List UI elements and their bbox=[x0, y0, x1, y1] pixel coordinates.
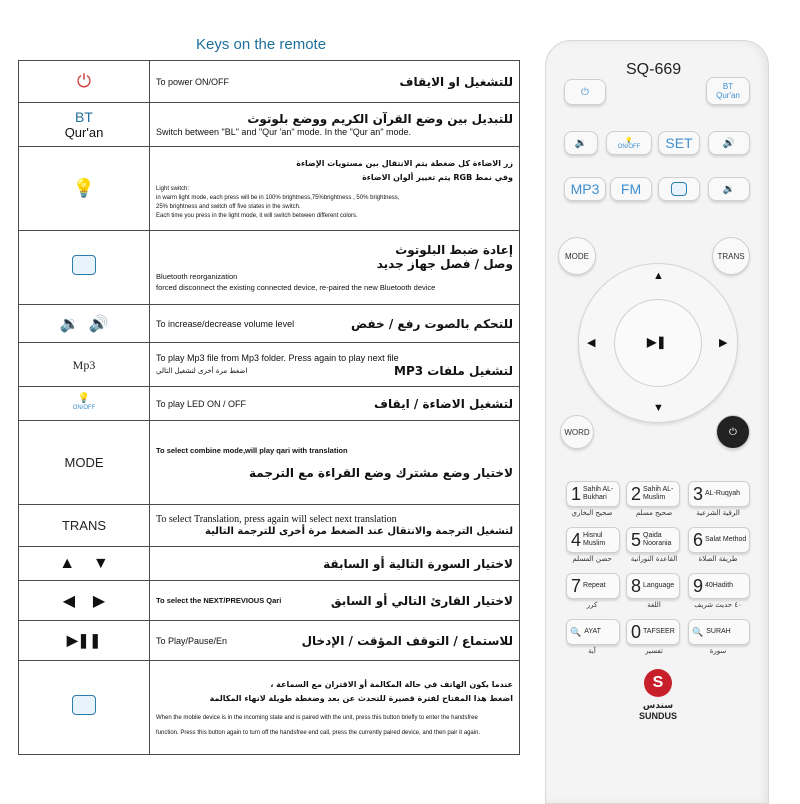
remote-control bbox=[545, 40, 769, 804]
led-desc-ar: لتشغيل الاضاءة / ايقاف bbox=[374, 396, 513, 411]
mp3-desc-en: To play Mp3 file from Mp3 folder. Press again to play next file bbox=[156, 352, 399, 363]
mode-label: MODE bbox=[64, 454, 104, 470]
phone-desc-en-2: function. Press this button again to turn off the handsfree end call, press the currently paired device, and then pair it again. bbox=[156, 729, 481, 736]
light-bulb-icon: 💡 bbox=[625, 137, 633, 144]
led-desc-en: To play LED ON / OFF bbox=[156, 398, 247, 409]
search-icon: 🔍 bbox=[570, 626, 582, 637]
brand-name: سندس SUNDUS bbox=[638, 701, 677, 721]
set-button[interactable]: SET bbox=[658, 131, 700, 155]
trans-button[interactable]: TRANS bbox=[712, 237, 750, 275]
reset-desc-ar-1: إعادة ضبط البلوتوث bbox=[395, 242, 513, 257]
bt-label: BT bbox=[75, 109, 93, 125]
volume-down-button[interactable] bbox=[708, 177, 750, 201]
mode-desc-en: To select combine mode,will play qari with translation bbox=[156, 446, 348, 455]
volume-down-icon: 🔉 bbox=[722, 183, 736, 195]
table-row bbox=[19, 305, 520, 343]
power-round-button[interactable] bbox=[716, 415, 750, 449]
key-1-button[interactable]: 1 Sahih AL-Bukhari bbox=[566, 481, 620, 507]
mp3-desc-ar-small: اضغط مرة أخرى لتشغيل التالي bbox=[156, 366, 248, 375]
key-8-button[interactable]: 8 Language bbox=[626, 573, 680, 599]
arrow-left-icon[interactable]: ◀ bbox=[587, 337, 596, 349]
power-icon: ⏻ bbox=[76, 71, 92, 91]
key-6-button[interactable]: 6 Salat Method bbox=[688, 527, 750, 553]
trans-desc-ar: لتشغيل الترجمة والانتقال عند الضغط مرة أخرى للترجمة التالية bbox=[205, 526, 513, 537]
table-row bbox=[19, 547, 520, 581]
volume-up-button[interactable] bbox=[708, 131, 750, 155]
bluetooth-reset-icon bbox=[72, 255, 96, 275]
light-desc-ar-1: زر الاضاءة كل ضغطة يتم الانتقال بين مستويات الإضاءة bbox=[296, 158, 513, 168]
key-5-arabic: القاعدة النورانية bbox=[630, 555, 678, 563]
trans-label: TRANS bbox=[61, 517, 107, 533]
key-9-button[interactable]: 9 40Hadith bbox=[688, 573, 750, 599]
surah-button[interactable]: 🔍 SURAH bbox=[688, 619, 750, 645]
table-row bbox=[19, 581, 520, 621]
key-1-arabic: صحيح البخاري bbox=[571, 509, 613, 517]
mp3-desc-ar: لتشغيل ملفات MP3 bbox=[394, 363, 513, 378]
dpad[interactable] bbox=[578, 263, 738, 423]
phone-desc-en-1: When the mobile device is in the incoming state and is paired with the unit, press this button briefly to enter the handsfree bbox=[156, 714, 478, 721]
mp3-label: Mp3 bbox=[72, 357, 96, 372]
tafseer-arabic: تفسير bbox=[645, 647, 663, 655]
page-title: Keys on the remote bbox=[196, 36, 327, 53]
model-label: SQ-669 bbox=[626, 61, 682, 78]
word-button[interactable]: WORD bbox=[560, 415, 594, 449]
surah-arabic: سورة bbox=[709, 647, 727, 655]
table-row bbox=[19, 343, 520, 387]
tafseer-button[interactable]: 0 TAFSEER bbox=[626, 619, 680, 645]
key-6-arabic: طريقة الصلاة bbox=[698, 555, 738, 563]
power-desc-en: To power ON/OFF bbox=[156, 76, 230, 87]
phone-button[interactable] bbox=[658, 177, 700, 201]
table-row bbox=[19, 621, 520, 661]
table-row bbox=[19, 661, 520, 755]
key-2-button[interactable]: 2 Sahih AL-Muslim bbox=[626, 481, 680, 507]
mode-desc-ar: لاختيار وضع مشترك وضع القراءة مع الترجمة bbox=[249, 466, 513, 480]
bt-quran-button[interactable]: BT Qur'an bbox=[706, 77, 750, 105]
key-4-arabic: حصن المسلم bbox=[572, 555, 612, 563]
power-icon: ⏻ bbox=[729, 426, 737, 438]
table-row bbox=[19, 103, 520, 147]
trans-desc-en: To select Translation, press again will select next translation bbox=[156, 514, 397, 525]
play-pause-icon: ▶❚❚ bbox=[66, 631, 102, 648]
power-button[interactable] bbox=[564, 79, 606, 105]
phone-icon bbox=[72, 695, 96, 715]
arrow-down-icon: ▼ bbox=[92, 554, 109, 572]
key-5-button[interactable]: 5 Qaida Noorania bbox=[626, 527, 680, 553]
light-desc-en-3: 25% brightness and switch off five states in the switch. bbox=[156, 203, 301, 210]
light-bulb-icon: 💡 bbox=[72, 178, 96, 198]
ayat-button[interactable]: 🔍 AYAT bbox=[566, 619, 620, 645]
search-icon: 🔍 bbox=[692, 626, 704, 637]
bt-desc-en: Switch between "BL" and "Qur 'an" mode. In the "Qur an" mode. bbox=[156, 126, 412, 137]
leftright-desc-en: To select the NEXT/PREVIOUS Qari bbox=[156, 596, 282, 605]
table-row bbox=[19, 231, 520, 305]
play-desc-en: To Play/Pause/En bbox=[156, 635, 228, 646]
arrow-up-icon: ▲ bbox=[59, 554, 76, 572]
led-onoff-label: ON/OFF bbox=[72, 405, 96, 411]
key-8-arabic: اللغة bbox=[647, 601, 661, 609]
volume-up-icon: 🔊 bbox=[88, 315, 109, 333]
reset-desc-ar-2: وصل / فصل جهاز جديد bbox=[376, 256, 513, 271]
volume-down-icon: 🔉 bbox=[59, 315, 80, 333]
sundus-logo: S bbox=[644, 669, 672, 697]
key-3-button[interactable]: 3 AL-Ruqyah bbox=[688, 481, 750, 507]
phone-desc-ar-2: اضغط هذا المفتاح لفترة قصيرة للتحدث عن بعد وضغطة طويلة لانهاء المكالمة bbox=[209, 693, 513, 703]
table-row bbox=[19, 61, 520, 103]
key-2-arabic: صحيح مسلم bbox=[635, 509, 673, 517]
light-desc-ar-2: وفي نمط RGB يتم تغيير ألوان الاضاءة bbox=[362, 172, 513, 182]
arrow-right-icon[interactable]: ▶ bbox=[719, 337, 728, 349]
light-desc-en-2: in warm light mode, each press will be in 100% brightness,75%brightness , 50% brightness, bbox=[156, 194, 400, 201]
ayat-arabic: آية bbox=[588, 647, 596, 655]
key-7-button[interactable]: 7 Repeat bbox=[566, 573, 620, 599]
key-9-arabic: ٤٠ حديث شريف bbox=[694, 601, 742, 609]
key-3-arabic: الرقية الشرعية bbox=[696, 509, 740, 517]
repeat-icon: 🔉 bbox=[574, 137, 588, 149]
light-button[interactable]: 💡 ON/OFF bbox=[606, 131, 652, 155]
led-bulb-icon: 💡 bbox=[77, 393, 91, 404]
play-pause-icon: ▶❚ bbox=[647, 335, 667, 349]
updown-desc-ar: لاختيار السورة التالية أو السابقة bbox=[323, 556, 513, 571]
arrow-up-icon[interactable]: ▲ bbox=[653, 270, 664, 282]
key-4-button[interactable]: 4 Hisnul Muslim bbox=[566, 527, 620, 553]
arrow-right-icon: ▶ bbox=[92, 592, 106, 610]
arrow-down-icon[interactable]: ▼ bbox=[653, 402, 664, 414]
table-row bbox=[19, 387, 520, 421]
key-7-arabic: كرر bbox=[586, 601, 598, 609]
table-row bbox=[19, 147, 520, 231]
table-row bbox=[19, 505, 520, 547]
phone-icon bbox=[671, 182, 687, 196]
reset-desc-en-1: Bluetooth reorganization bbox=[156, 271, 238, 281]
fm-button[interactable]: FM bbox=[610, 177, 652, 201]
quran-label: Qur'an bbox=[64, 125, 104, 140]
power-desc-ar: للتشغيل او الايقاف bbox=[399, 74, 513, 89]
volume-desc-ar: للتحكم بالصوت رفع / خفض bbox=[351, 316, 513, 331]
repeat-button[interactable] bbox=[564, 131, 598, 155]
leftright-desc-ar: لاختيار القارئ التالي أو السابق bbox=[330, 593, 513, 608]
phone-desc-ar-1: عندما يكون الهاتف في حالة المكالمة أو الاقتران مع السماعة ، bbox=[270, 679, 513, 689]
keys-table bbox=[18, 60, 520, 755]
table-row bbox=[19, 421, 520, 505]
play-desc-ar: للاستماع / التوقف المؤقت / الإدخال bbox=[301, 633, 513, 648]
light-desc-en-4: Each time you press in the light mode, it will switch between different colors. bbox=[156, 212, 358, 219]
mp3-button[interactable]: MP3 bbox=[564, 177, 606, 201]
mode-button[interactable]: MODE bbox=[558, 237, 596, 275]
arrow-left-icon: ◀ bbox=[62, 592, 76, 610]
light-desc-en-1: Light switch: bbox=[156, 185, 190, 192]
power-icon: ⏻ bbox=[581, 86, 589, 98]
volume-up-icon: 🔊 bbox=[722, 137, 736, 149]
volume-desc-en: To increase/decrease volume level bbox=[156, 318, 295, 329]
reset-desc-en-2: forced disconnect the existing connected device, re-paired the new Bluetooth device bbox=[156, 282, 436, 292]
bt-desc-ar: للتبديل بين وضع القرآن الكريم ووضع بلوتوث bbox=[247, 111, 513, 126]
